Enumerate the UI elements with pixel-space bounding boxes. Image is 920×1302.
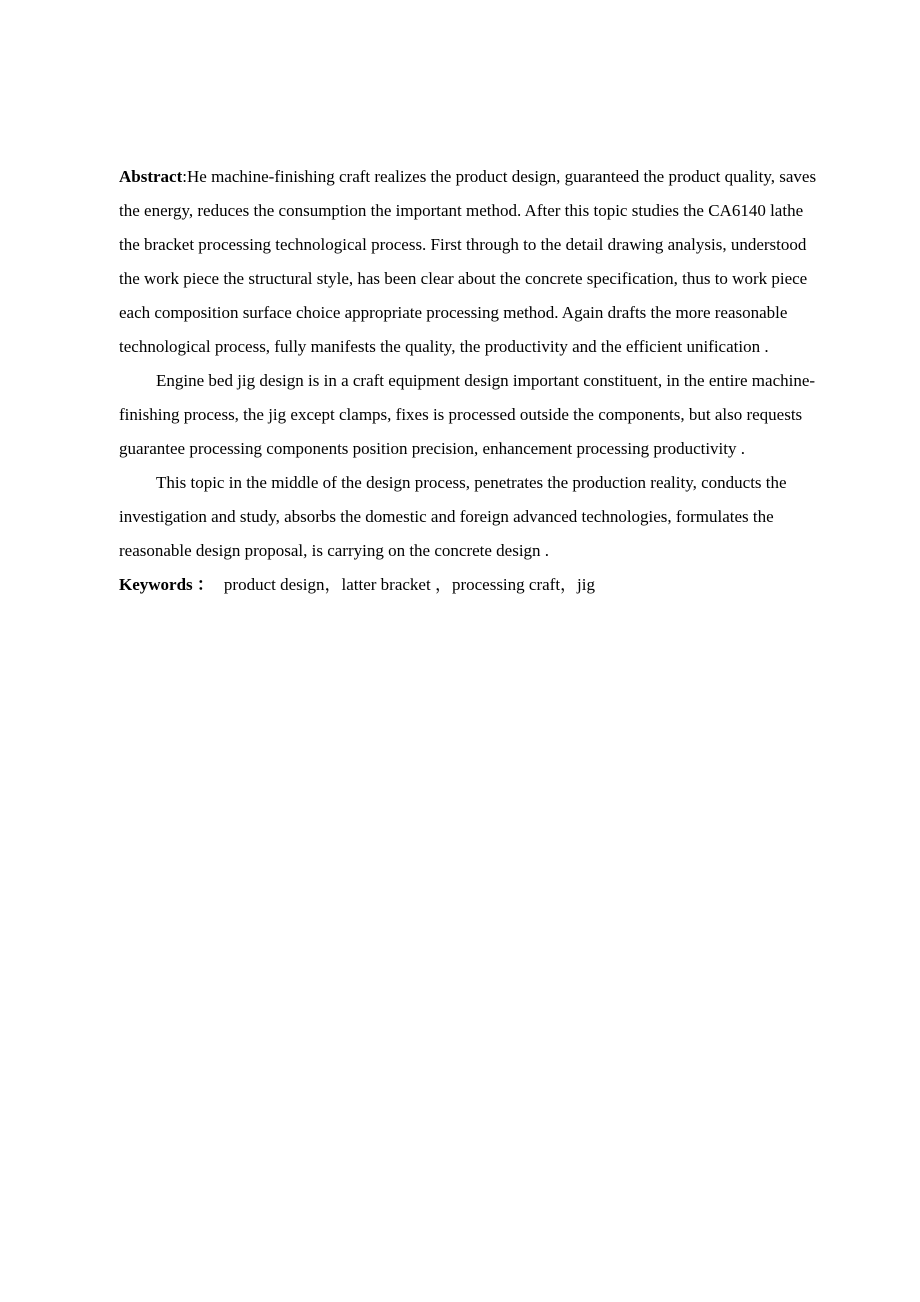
keyword-item: processing craft， xyxy=(451,575,578,594)
abstract-section xyxy=(119,160,819,602)
keywords-line xyxy=(119,568,819,602)
abstract-text-1: He machine-finishing craft realizes the product design, guaranteed the product quality, saves the energy, reduces the consumption the important method. After this topic studies the CA6140 lathe the bracket processing technological process. First through to the detail drawing analysis, understood the work piece the structural style, has been clear about the concrete specification, thus to work piece each composition surface choice appropriate processing method. Again drafts the more reasonable technological process, fully manifests the quality, the productivity and the efficient unification . xyxy=(119,167,817,356)
abstract-paragraph-1 xyxy=(119,160,819,364)
abstract-label: Abstract xyxy=(119,167,183,186)
keywords-separator: ： xyxy=(196,575,214,594)
abstract-paragraph-3: This topic in the middle of the design process, penetrates the production reality, conducts the investigation and study, absorbs the domestic and foreign advanced technologies, formulates the reasonable design proposal, is carrying on the concrete design . xyxy=(119,473,787,560)
keyword-item: latter bracket ， xyxy=(341,575,452,594)
keywords-list xyxy=(224,575,595,594)
keyword-item: product design， xyxy=(223,575,342,594)
keywords-label: Keywords xyxy=(119,575,193,594)
abstract-paragraph-2: Engine bed jig design is in a craft equipment design important constituent, in the entire machine-finishing process, the jig except clamps, fixes is processed outside the components, but also requests guarantee processing components position precision, enhancement processing productivity . xyxy=(119,371,816,458)
abstract-separator: : xyxy=(182,167,187,186)
keyword-item: jig xyxy=(577,575,595,594)
